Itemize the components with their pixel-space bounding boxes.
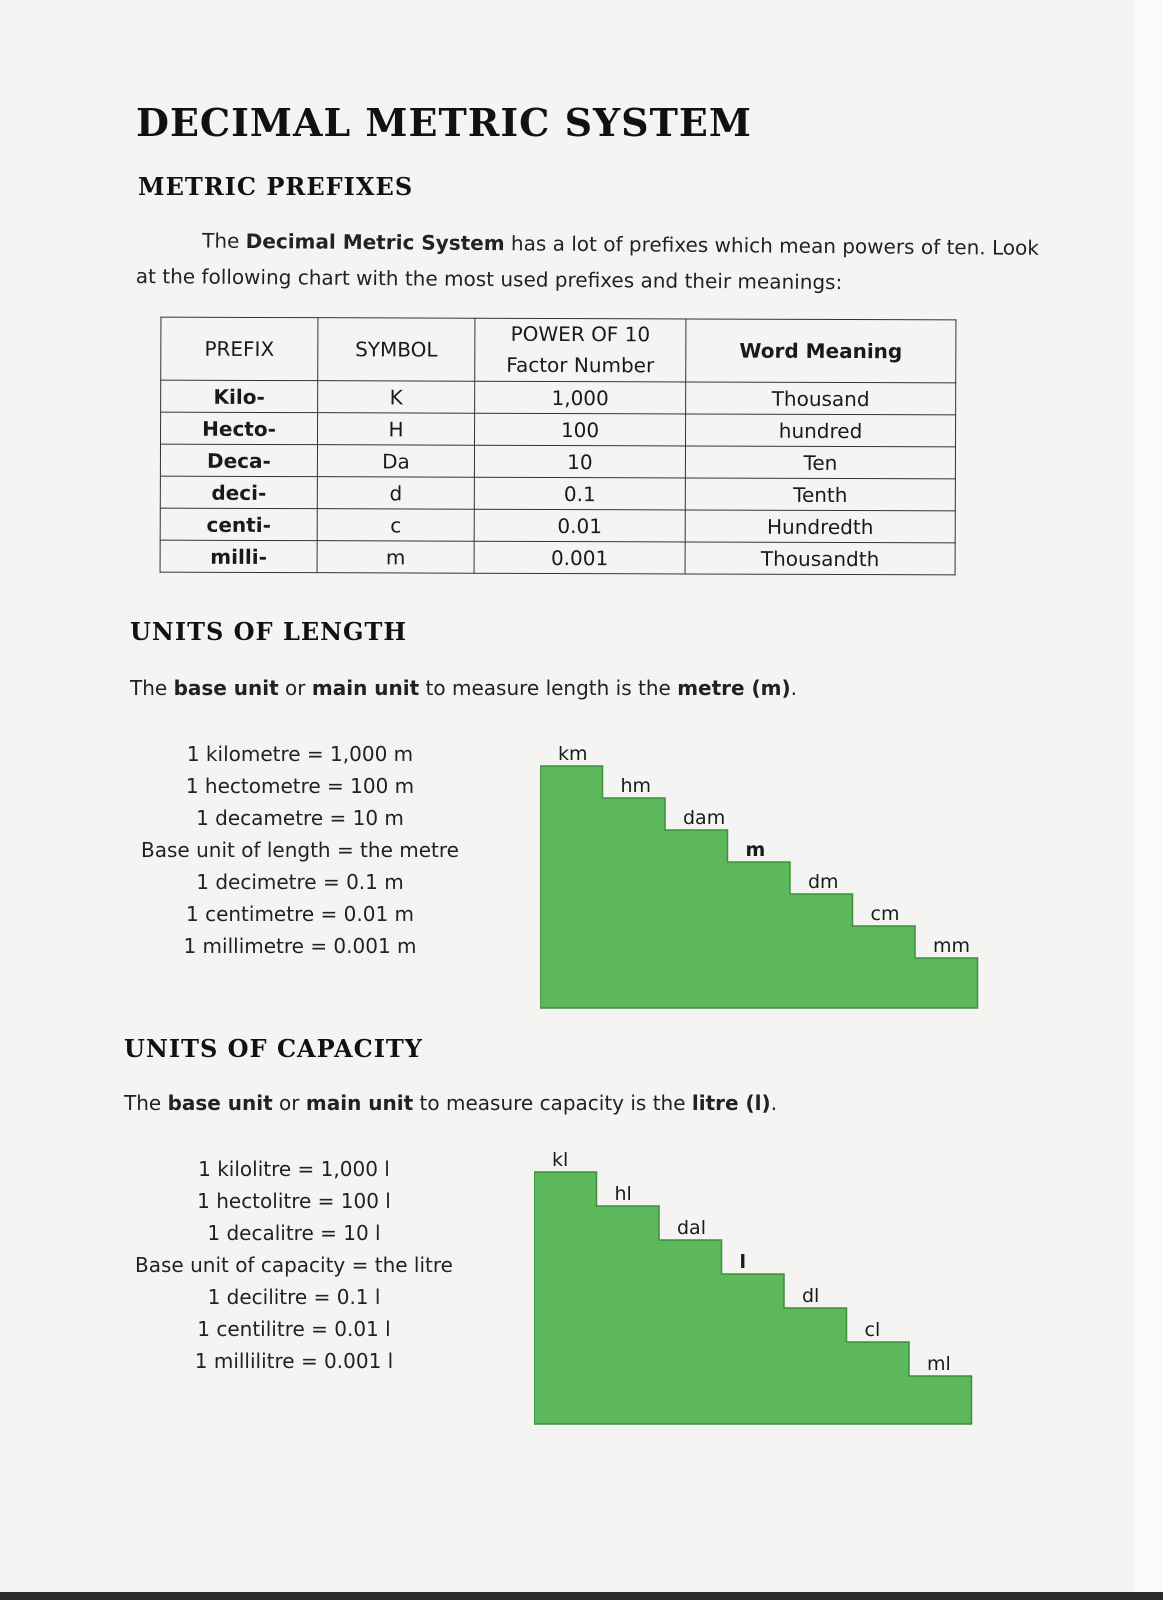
equivalence-line: 1 centilitre = 0.01 l [197,1317,391,1341]
length-staircase [540,742,990,1012]
symbol-cell: K [318,381,475,414]
equivalence-line: 1 millimetre = 0.001 m [183,934,417,958]
intro-text: to measure length is the [419,676,678,700]
prefix-cell: Kilo- [161,380,318,413]
stair-label: dam [683,807,726,829]
header-power [475,318,686,382]
table-row [160,508,955,543]
symbol-cell: Da [317,445,474,478]
prefix-cell: Deca- [160,444,317,477]
length-intro [130,670,930,706]
intro-bold: metre (m) [677,676,791,700]
symbol-cell: d [317,477,474,510]
length-heading: UNITS OF LENGTH [130,617,408,646]
intro-bold: base unit [173,676,279,700]
intro-bold: main unit [311,676,420,700]
stair-label: dl [802,1285,820,1307]
intro-text: or [272,1091,306,1115]
intro-text: at the following chart with the most used prefixes and their meanings: [135,263,843,295]
page-title: DECIMAL METRIC SYSTEM [136,100,752,145]
header-power-line1: POWER OF 10 [510,321,651,347]
stair-label: hm [620,775,652,797]
equivalence-line: 1 decalitre = 10 l [207,1221,381,1245]
symbol-cell: c [317,509,474,542]
factor-cell: 10 [474,445,685,478]
stair-label: dal [677,1217,706,1239]
stair-label: km [558,743,588,765]
stair-label: l [739,1251,747,1273]
prefix-cell: centi- [160,508,317,541]
stair-label: kl [552,1149,569,1171]
intro-text: . [770,1091,778,1115]
prefix-table-body [160,380,956,575]
page-edge [1133,0,1163,1600]
scan-border [0,1592,1163,1600]
intro-bold: Decimal Metric System [245,228,505,256]
factor-cell: 0.001 [474,541,685,574]
equivalence-line: 1 kilolitre = 1,000 l [198,1157,390,1181]
stair-label: cl [864,1319,881,1341]
capacity-heading: UNITS OF CAPACITY [124,1034,423,1063]
stair-label: dm [808,871,839,893]
stair-label: m [745,839,766,861]
word-cell: Hundredth [685,510,955,543]
length-equivalences [130,738,470,962]
equivalence-line: 1 kilometre = 1,000 m [186,742,414,766]
intro-text: has a lot of prefixes which mean powers of ten. Look [504,231,1040,260]
equivalence-line: 1 decimetre = 0.1 m [196,870,404,894]
symbol-cell: m [317,541,474,574]
table-row [161,380,956,415]
intro-text: or [278,676,312,700]
equivalence-line: 1 hectometre = 100 m [185,774,415,798]
prefixes-intro [136,222,1057,302]
word-cell: Tenth [685,478,955,511]
equivalence-line: 1 centimetre = 0.01 m [185,902,415,926]
header-prefix: PREFIX [161,317,318,381]
table-header-row [161,317,956,383]
table-row [160,444,955,479]
intro-text: The [202,228,246,253]
intro-bold: litre (l) [691,1091,771,1115]
prefix-cell: deci- [160,476,317,509]
intro-text: . [790,676,798,700]
prefix-cell: milli- [160,540,317,573]
stair-label: hl [614,1183,632,1205]
intro-bold: base unit [167,1091,273,1115]
intro-text: The [130,676,174,700]
capacity-intro [124,1085,924,1121]
equivalence-line: 1 decilitre = 0.1 l [207,1285,381,1309]
equivalence-line: Base unit of length = the metre [141,838,459,862]
capacity-staircase [534,1148,984,1428]
word-cell: Ten [685,446,955,479]
factor-cell: 1,000 [475,381,686,414]
staircase-shape [534,1172,972,1424]
factor-cell: 0.1 [474,477,685,510]
prefix-cell: Hecto- [161,412,318,445]
prefixes-heading: METRIC PREFIXES [138,172,414,201]
factor-cell: 0.01 [474,509,685,542]
equivalence-line: Base unit of capacity = the litre [135,1253,453,1277]
capacity-equivalences [124,1153,464,1377]
table-row [161,412,956,447]
word-cell: Thousand [686,382,956,415]
header-symbol: SYMBOL [318,318,475,382]
stair-label: ml [927,1353,951,1375]
intro-text: The [124,1091,168,1115]
header-power-line2: Factor Number [506,352,655,378]
equivalence-line: 1 millilitre = 0.001 l [194,1349,394,1373]
table-row [160,476,955,511]
table-row [160,540,955,575]
factor-cell: 100 [475,413,686,446]
symbol-cell: H [318,413,475,446]
staircase-shape [540,766,978,1008]
prefix-table [160,317,957,576]
word-cell: hundred [686,414,956,447]
equivalence-line: 1 hectolitre = 100 l [197,1189,391,1213]
stair-label: mm [933,935,971,957]
word-cell: Thousandth [685,542,955,575]
header-word: Word Meaning [686,319,956,383]
stair-label: cm [870,903,900,925]
intro-bold: main unit [305,1091,414,1115]
intro-text: to measure capacity is the [413,1091,692,1115]
equivalence-line: 1 decametre = 10 m [196,806,404,830]
